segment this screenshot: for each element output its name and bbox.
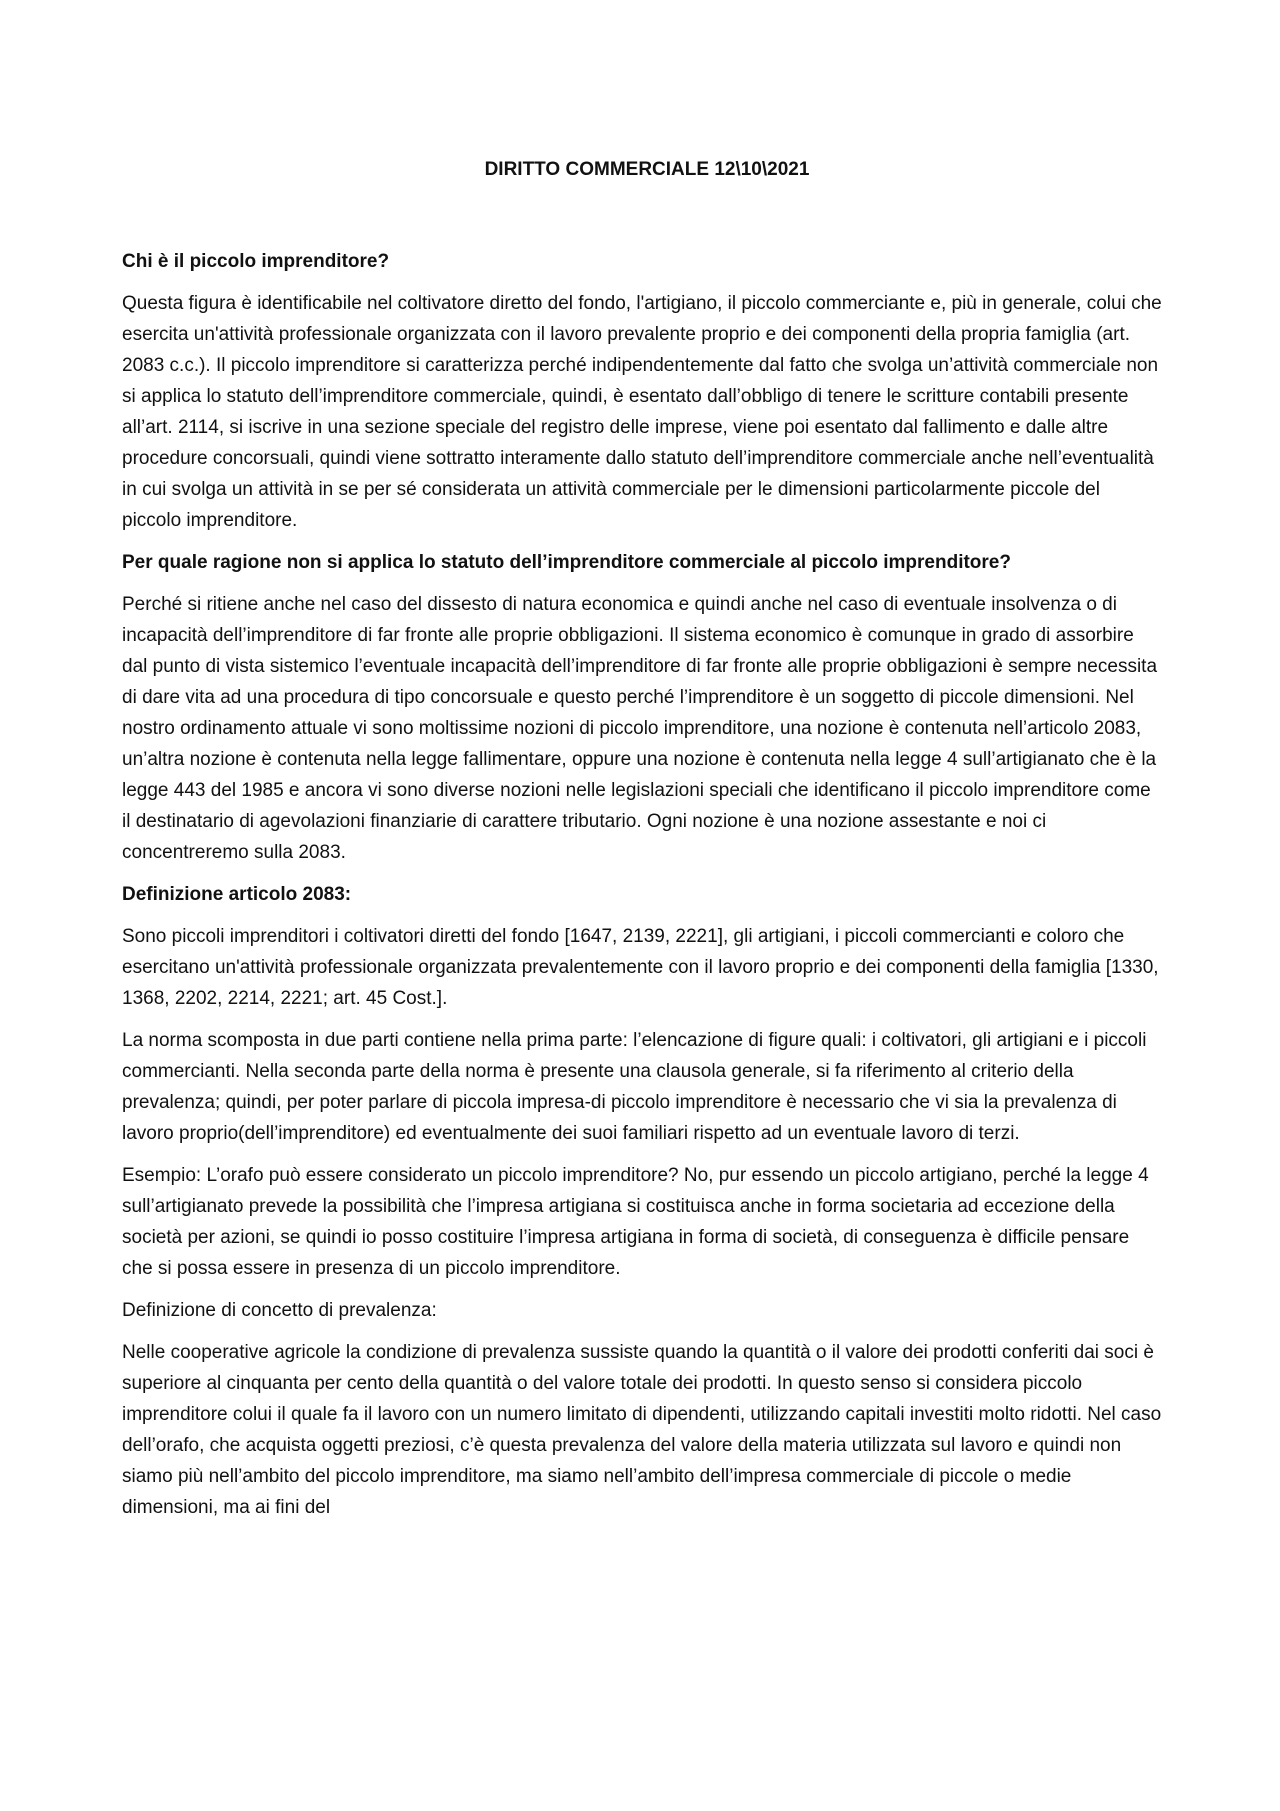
question-small-entrepreneur: Chi è il piccolo imprenditore? — [122, 251, 390, 272]
paragraph-prevalence: Nelle cooperative agricole la condizione di prevalenza sussiste quando la quantità o il valore dei prodotti conferiti dai soci è superiore al cinquanta per cento della quantità o del valore totale dei prodotti. In questo senso si considera piccolo imprenditore colui il quale fa il lavoro con un numero limitato di dipendenti, utilizzando capitali investiti molto ridotti. Nel caso dell’orafo, che acquista oggetti preziosi, c’è questa prevalenza del valore della materia utilizzata sul lavoro e quindi non siamo più nell’ambito del piccolo imprenditore, ma siamo nell’ambito dell’impresa commerciale di piccole o medie dimensioni, ma ai fini del — [122, 1342, 1162, 1518]
paragraph-statute-reason: Perché si ritiene anche nel caso del dissesto di natura economica e quindi anche nel caso di eventuale insolvenza o di incapacità dell’imprenditore di far fronte alle proprie obbligazioni. Il sistema economico è comunque in grado di assorbire dal punto di vista sistemico l’eventuale incapacità dell’imprenditore di far fronte alle proprie obbligazioni è sempre necessita di dare vita ad una procedura di tipo concorsuale e questo perché l’imprenditore è un soggetto di piccole dimensioni. Nel nostro ordinamento attuale vi sono moltissime nozioni di piccolo imprenditore, una nozione è contenuta nell’articolo 2083, un’altra nozione è contenuta nella legge fallimentare, oppure una nozione è contenuta nella legge 4 sull’artigianato che è la legge 443 del 1985 e ancora vi sono diverse nozioni nelle legislazioni speciali che identificano il piccolo imprenditore come il destinatario di agevolazioni finanziarie di carattere tributario. Ogni nozione è una nozione assestante e noi ci concentreremo sulla 2083. — [122, 594, 1158, 863]
document-title: DIRITTO COMMERCIALE 12\10\2021 — [484, 159, 810, 180]
paragraph-norm-structure: La norma scomposta in due parti contiene nella prima parte: l’elencazione di figure quali: i coltivatori, gli artigiani e i piccoli commercianti. Nella seconda parte della norma è presente una clausola generale, si fa riferimento al criterio della prevalenza; quindi, per poter parlare di piccola impresa-di piccolo imprenditore è necessario che vi sia la prevalenza di lavoro proprio(dell’imprenditore) ed eventualmente dei suoi familiari rispetto ad un eventuale lavoro di terzi. — [122, 1030, 1147, 1144]
heading-article-2083: Definizione articolo 2083: — [122, 884, 352, 905]
paragraph-article-2083-text: Sono piccoli imprenditori i coltivatori diretti del fondo [1647, 2139, 2221], gli artigiani, i piccoli commercianti e coloro che esercitano un'attività professionale organizzata prevalentemente con il lavoro proprio e dei componenti della famiglia [1330, 1368, 2202, 2214, 2221; art. 45 Cost.]. — [122, 926, 1159, 1009]
heading-prevalence-definition: Definizione di concetto di prevalenza: — [122, 1300, 437, 1321]
question-statute-reason: Per quale ragione non si applica lo statuto dell’imprenditore commerciale al piccolo imprenditore? — [122, 552, 1011, 573]
paragraph-small-entrepreneur-definition: Questa figura è identificabile nel coltivatore diretto del fondo, l'artigiano, il piccolo commerciante e, più in generale, colui che esercita un'attività professionale organizzata con il lavoro prevalente proprio e dei componenti della propria famiglia (art. 2083 c.c.). Il piccolo imprenditore si caratterizza perché indipendentemente dal fatto che svolga un’attività commerciale non si applica lo statuto dell’imprenditore commerciale, quindi, è esentato dall’obbligo di tenere le scritture contabili presente all’art. 2114, si iscrive in una sezione speciale del registro delle imprese, viene poi esentato dal fallimento e dalle altre procedure concorsuali, quindi viene sottratto interamente dallo statuto dell’imprenditore commerciale anche nell’eventualità in cui svolga un attività in se per sé considerata un attività commerciale per le dimensioni particolarmente piccole del piccolo imprenditore. — [122, 293, 1162, 531]
document-page — [122, 150, 1162, 1534]
paragraph-goldsmith-example: Esempio: L’orafo può essere considerato un piccolo imprenditore? No, pur essendo un piccolo artigiano, perché la legge 4 sull’artigianato prevede la possibilità che l’impresa artigiana si costituisca anche in forma societaria ad eccezione della società per azioni, se quindi io posso costituire l’impresa artigiana in forma di società, di conseguenza è difficile pensare che si possa essere in presenza di un piccolo imprenditore. — [122, 1165, 1149, 1279]
